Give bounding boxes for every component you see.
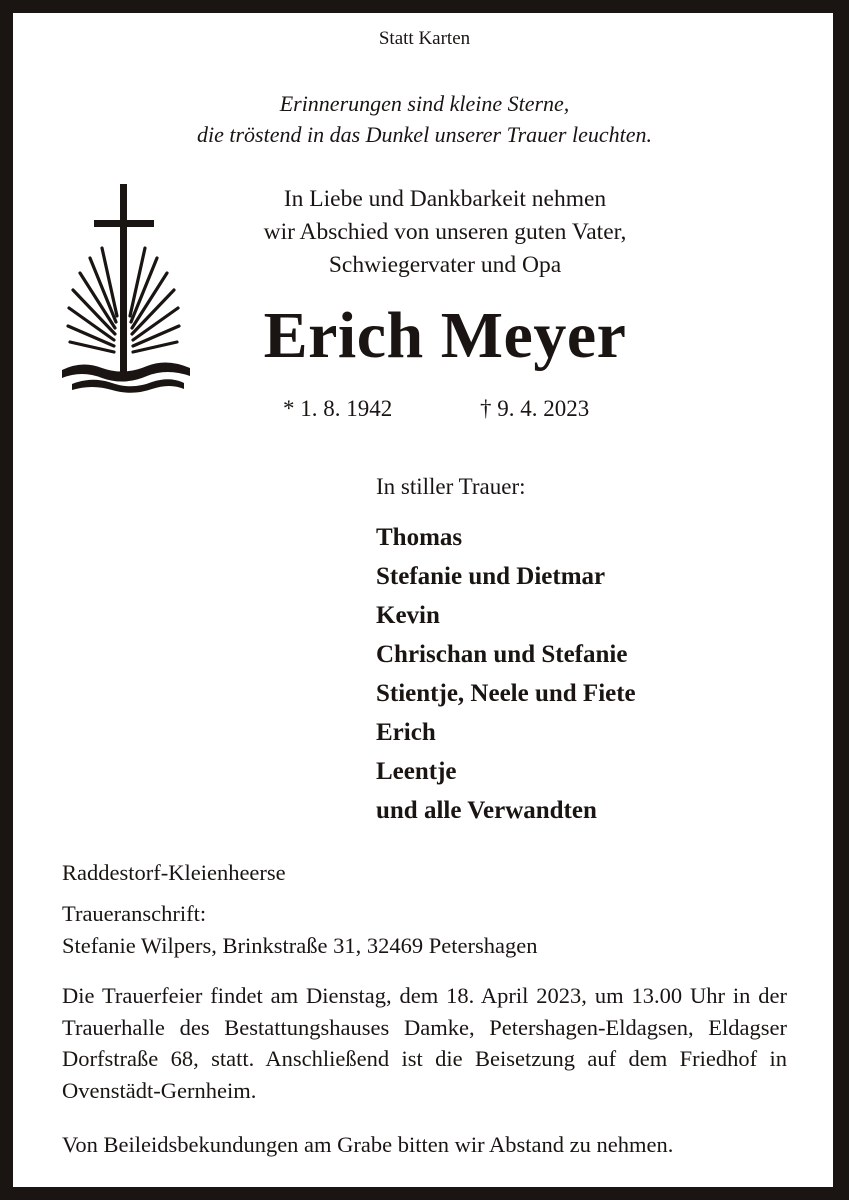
funeral-details: Die Trauerfeier findet am Dienstag, dem 18. April 2023, um 13.00 Uhr in der Trauerhalle des Bestattungshauses Damke, Petershagen-Eldagsen, Eldagser Dorfstraße 68, statt. Anschließend ist die Beisetzung auf dem Friedhof in Ovenstädt-Gernheim. bbox=[62, 983, 787, 1103]
intro-line-1: In Liebe und Dankbarkeit nehmen bbox=[283, 186, 607, 212]
mourner-name: Kevin bbox=[376, 602, 440, 629]
mourners-label: In stiller Trauer: bbox=[376, 474, 526, 499]
mourner-name: Stefanie und Dietmar bbox=[376, 563, 606, 590]
quote-line-2: die tröstend in das Dunkel unserer Trauer leuchten. bbox=[196, 122, 653, 147]
farewell-intro bbox=[185, 183, 705, 282]
mourner-name: und alle Verwandten bbox=[376, 797, 597, 824]
mourning-address bbox=[62, 898, 787, 961]
intro-line-2: wir Abschied von unseren guten Vater, bbox=[263, 219, 627, 245]
address-value: Stefanie Wilpers, Brinkstraße 31, 32469 Petershagen bbox=[62, 932, 538, 958]
mourner-name: Chrischan und Stefanie bbox=[376, 641, 628, 668]
intro-line-3: Schwiegervater und Opa bbox=[328, 252, 562, 278]
memorial-quote bbox=[0, 88, 849, 150]
quote-line-1: Erinnerungen sind kleine Sterne, bbox=[279, 91, 570, 116]
mourner-name: Thomas bbox=[376, 524, 463, 551]
mourner-name: Leentje bbox=[376, 758, 457, 785]
deceased-name: Erich Meyer bbox=[263, 299, 627, 372]
closing-note: Von Beileidsbekundungen am Grabe bitten wir Abstand zu nehmen. bbox=[62, 1132, 674, 1157]
mourner-name: Stientje, Neele und Fiete bbox=[376, 680, 636, 707]
mourners-list bbox=[376, 518, 636, 830]
location: Raddestorf-Kleienheerse bbox=[62, 860, 286, 885]
birth-date: * 1. 8. 1942 bbox=[283, 396, 393, 421]
cross-sunrise-waves-icon bbox=[52, 180, 202, 400]
address-label: Traueranschrift: bbox=[62, 901, 207, 926]
header-statt-karten: Statt Karten bbox=[378, 28, 471, 49]
mourner-name: Erich bbox=[376, 719, 436, 746]
death-date: † 9. 4. 2023 bbox=[480, 396, 590, 421]
